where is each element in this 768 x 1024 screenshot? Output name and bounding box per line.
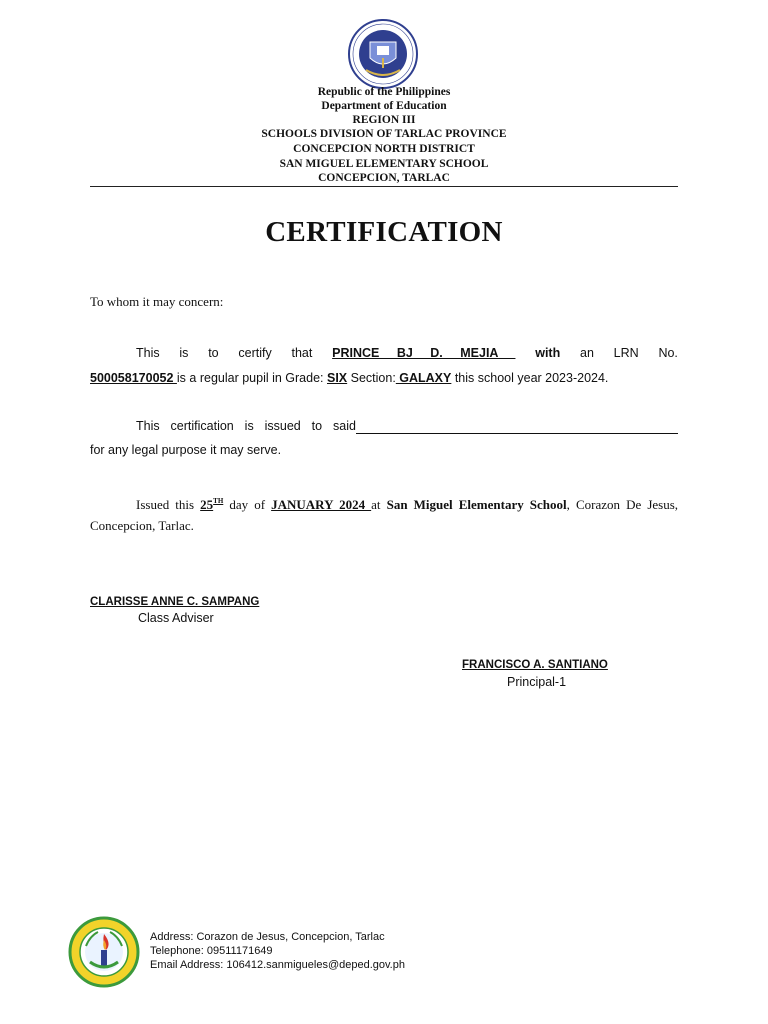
header-divider	[90, 186, 678, 187]
principal-name: FRANCISCO A. SANTIANO	[462, 659, 608, 671]
issue-day: 25	[200, 497, 214, 512]
principal-role: Principal-1	[507, 675, 567, 689]
grade-value: SIX	[327, 371, 348, 385]
para1-word: LRN	[613, 346, 639, 360]
para1-word: with	[535, 346, 561, 360]
para1-word: an	[580, 346, 594, 360]
para1-word: No.	[658, 346, 678, 360]
school-logo	[68, 916, 140, 988]
header-division: SCHOOLS DIVISION OF TARLAC PROVINCE	[261, 128, 507, 140]
adviser-name: CLARISSE ANNE C. SAMPANG	[90, 596, 260, 608]
para2-word: certification	[170, 419, 234, 433]
para2-word: issued	[264, 419, 301, 433]
footer-contact	[150, 930, 405, 972]
document-title: CERTIFICATION	[265, 216, 503, 248]
footer-address: Address: Corazon de Jesus, Concepcion, Tarlac	[150, 931, 385, 943]
para1-text: Section:	[347, 371, 396, 385]
para1-text: is a regular pupil in Grade:	[176, 371, 327, 385]
para2-line1	[136, 419, 356, 433]
para3-text: Issued this	[136, 497, 201, 512]
footer-email: Email Address: 106412.sanmigueles@deped.gov.ph	[150, 959, 405, 971]
header-school: SAN MIGUEL ELEMENTARY SCHOOL	[279, 158, 489, 170]
para2-word: is	[244, 419, 254, 433]
recipient-blank-line	[356, 420, 678, 434]
footer-telephone: Telephone: 09511171649	[150, 945, 273, 957]
header-location: CONCEPCION, TARLAC	[318, 172, 450, 184]
para3-text: at	[371, 497, 387, 512]
issue-month: JANUARY 2024	[271, 497, 372, 512]
issue-day-suffix: TH	[213, 497, 224, 505]
para3-text: day of	[223, 497, 272, 512]
para1-word: to	[208, 346, 219, 360]
pupil-name: PRINCE BJ D. MEJIA	[332, 346, 516, 360]
para2-word: This	[136, 419, 160, 433]
header-republic: Republic of the Philippines	[317, 86, 451, 98]
para2-line2: for any legal purpose it may serve.	[90, 443, 282, 457]
para1-line1	[136, 346, 678, 360]
lrn-number: 500058170052	[90, 371, 177, 385]
para2-word: to	[311, 419, 323, 433]
salutation: To whom it may concern:	[90, 294, 224, 309]
para1-word: that	[291, 346, 313, 360]
para1-word: is	[179, 346, 189, 360]
header-department: Department of Education	[321, 100, 447, 112]
para1-word: certify	[238, 346, 272, 360]
header-district: CONCEPCION NORTH DISTRICT	[293, 143, 475, 155]
deped-seal	[340, 18, 426, 90]
para3-line2: Concepcion, Tarlac.	[90, 518, 194, 533]
para3-text: , Corazon De Jesus,	[566, 497, 679, 512]
para1-line2	[90, 371, 608, 385]
header-region: REGION III	[352, 114, 416, 126]
para2-word: said	[333, 419, 356, 433]
para1-text: this school year 2023-2024.	[451, 371, 609, 385]
para3-line1	[136, 497, 678, 513]
section-value: GALAXY	[395, 371, 452, 385]
adviser-role: Class Adviser	[138, 611, 214, 625]
school-name: San Miguel Elementary School	[386, 497, 567, 512]
para1-word: This	[136, 346, 160, 360]
